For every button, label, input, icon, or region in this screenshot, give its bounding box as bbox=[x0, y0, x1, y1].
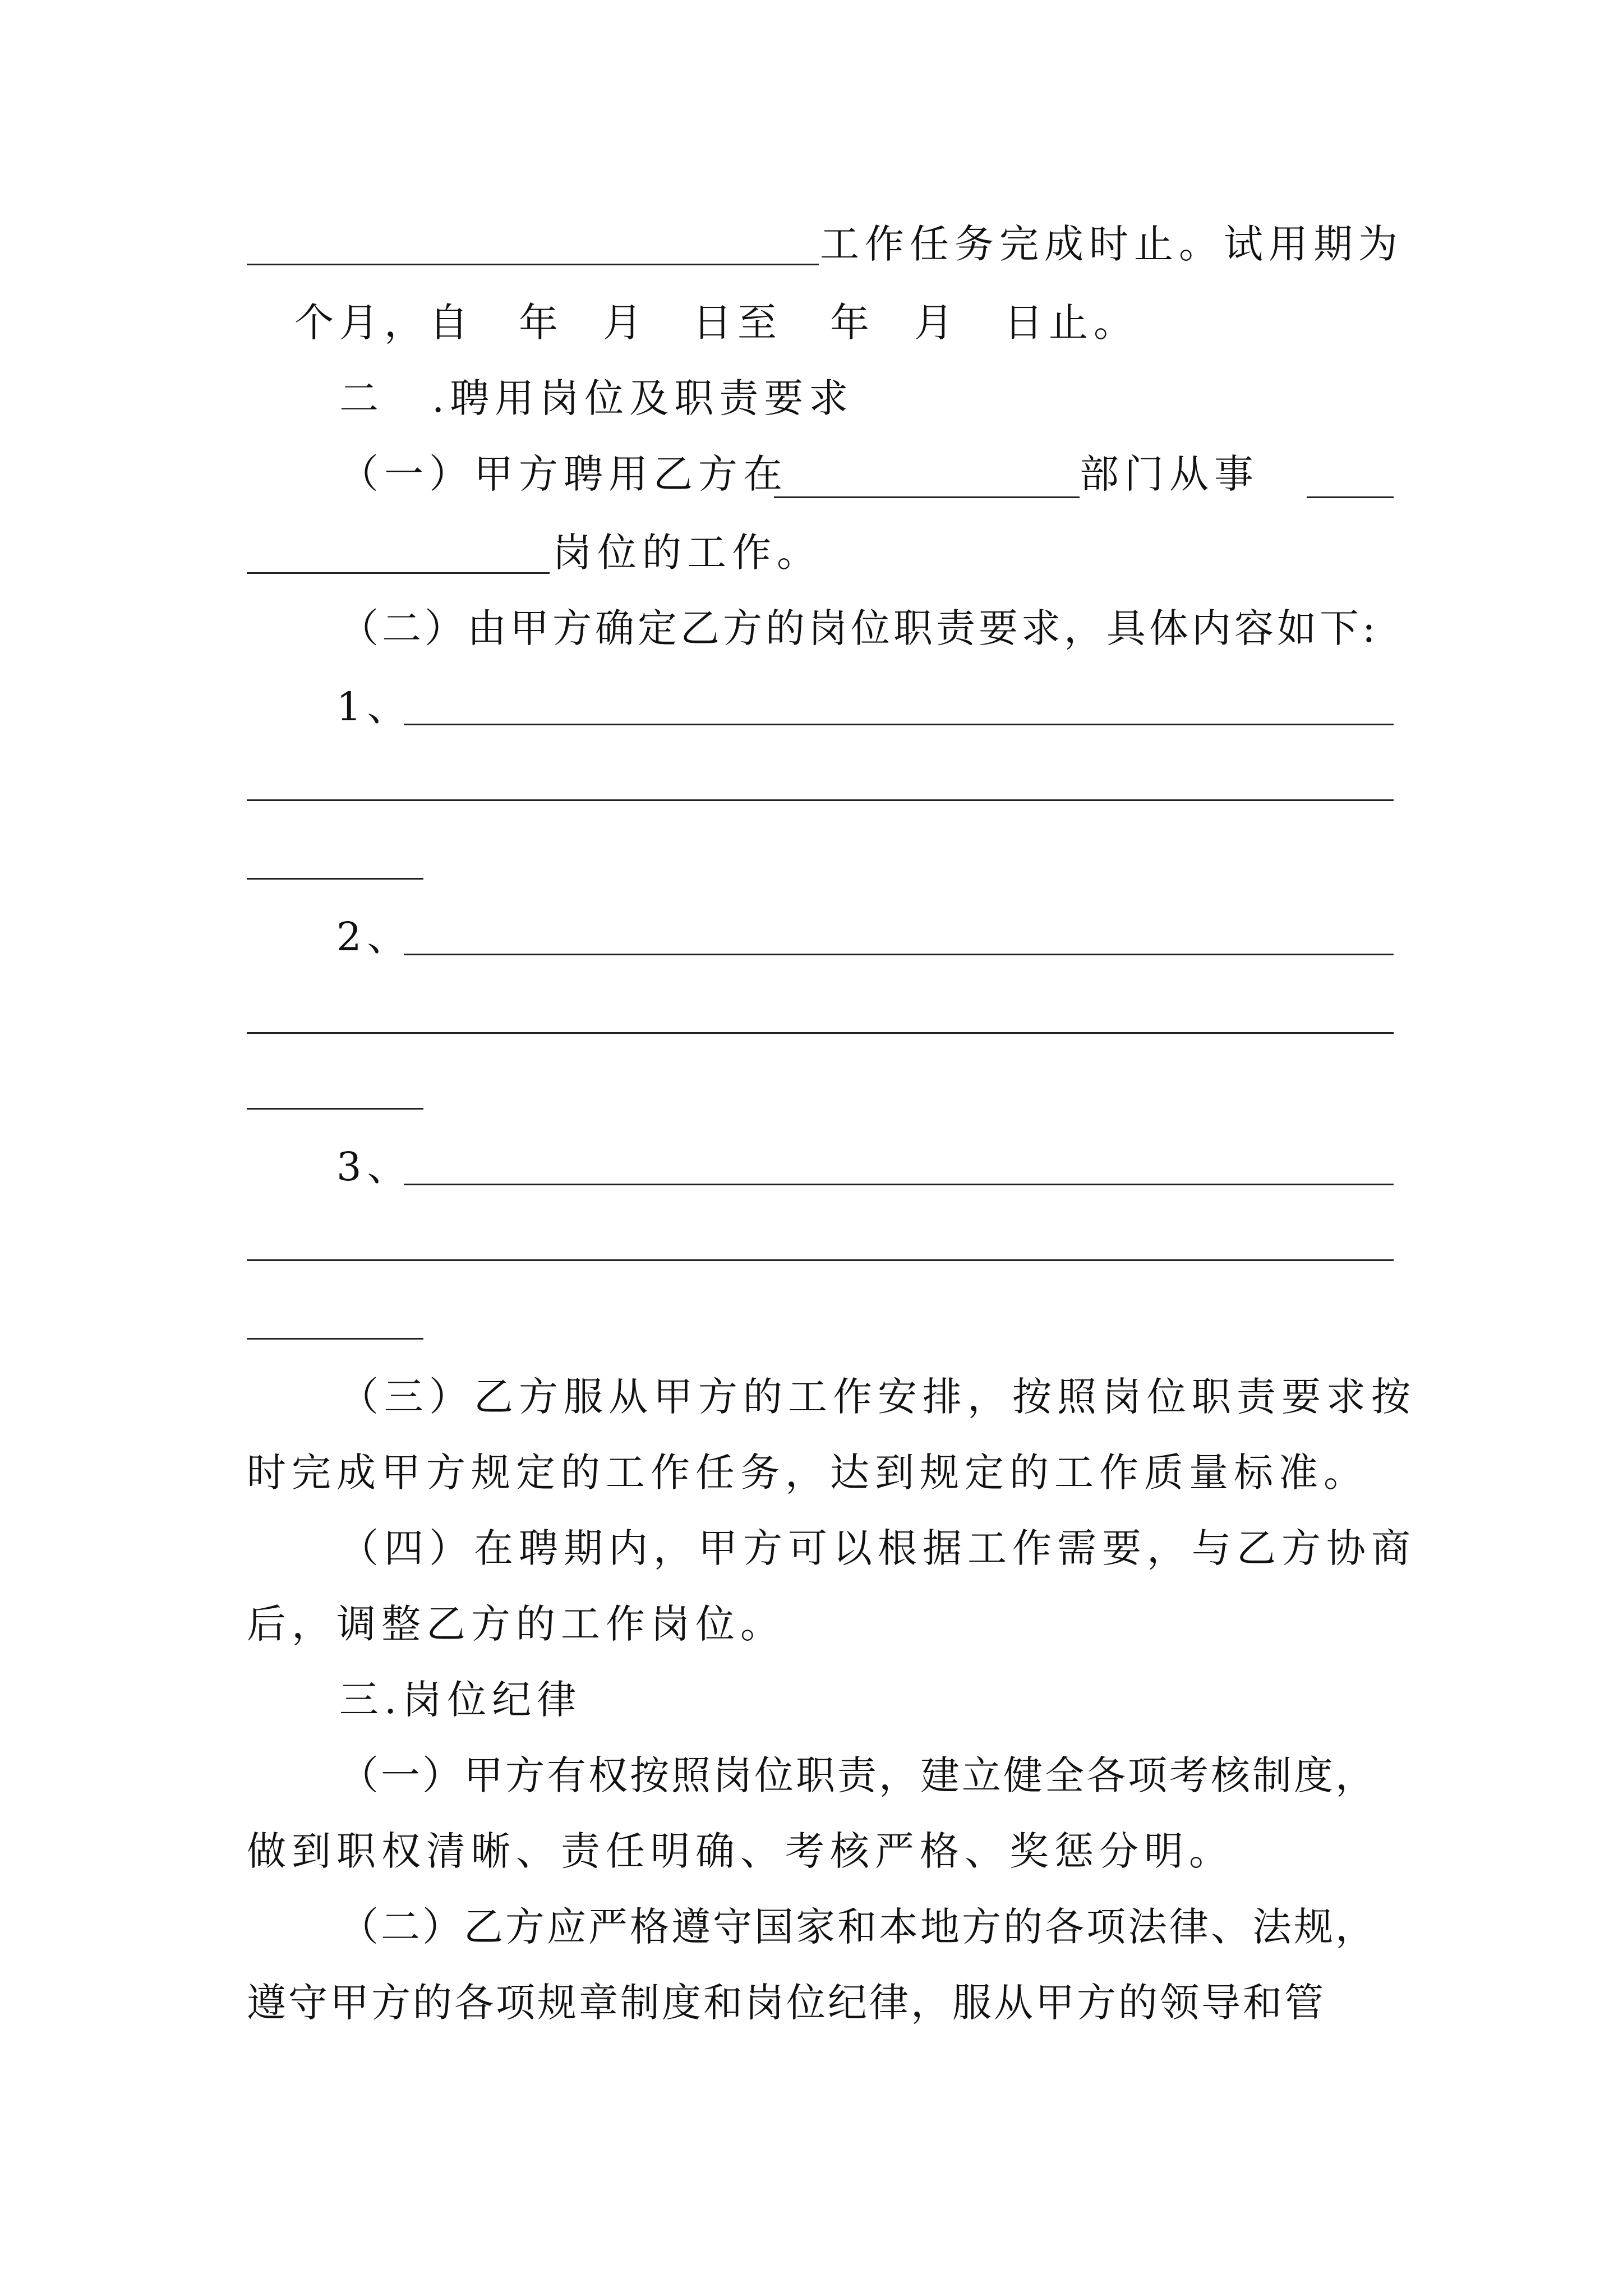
paragraph-line: （一）甲方有权按照岗位职责，建立健全各项考核制度， bbox=[339, 1752, 1377, 1798]
section-heading-number: 二 bbox=[339, 375, 384, 421]
paragraph-line: （三）乙方服从甲方的工作安排，按照岗位职责要求按 bbox=[339, 1374, 1416, 1420]
blank-line bbox=[1307, 496, 1394, 498]
paragraph-line: 时完成甲方规定的工作任务，达到规定的工作质量标准。 bbox=[247, 1450, 1368, 1496]
text-day-to: 日至 bbox=[693, 300, 782, 346]
text-year: 年 bbox=[519, 300, 564, 346]
blank-line bbox=[247, 572, 550, 574]
list-item-number: 1、 bbox=[336, 684, 412, 730]
text-month: 月 bbox=[603, 300, 648, 346]
text-line: 工作任务完成时止。试用期为 bbox=[820, 221, 1403, 267]
blank-line bbox=[247, 264, 819, 265]
blank-line bbox=[774, 496, 1080, 498]
list-item-number: 3、 bbox=[336, 1144, 412, 1190]
text-month: 月 bbox=[914, 300, 959, 346]
blank-line bbox=[247, 1259, 1394, 1261]
paragraph-line: （二）由甲方确定乙方的岗位职责要求，具体内容如下: bbox=[339, 605, 1379, 651]
paragraph-line: 遵守甲方的各项规章制度和岗位纪律，服从甲方的领导和管 bbox=[247, 1980, 1326, 2026]
paragraph-line: （二）乙方应严格遵守国家和本地方的各项法律、法规， bbox=[339, 1904, 1377, 1950]
paragraph-line: 部门从事 bbox=[1080, 451, 1259, 497]
paragraph-line: （一）甲方聘用乙方在 bbox=[339, 451, 788, 497]
section-heading: .聘用岗位及职责要求 bbox=[432, 375, 854, 421]
section-heading: 三.岗位纪律 bbox=[339, 1677, 582, 1723]
blank-line bbox=[404, 954, 1394, 955]
blank-line bbox=[247, 799, 1394, 801]
blank-line bbox=[404, 1184, 1394, 1185]
blank-line bbox=[247, 1108, 423, 1110]
paragraph-line: 后，调整乙方的工作岗位。 bbox=[247, 1601, 785, 1647]
paragraph-line: 做到职权清晰、责任明确、考核严格、奖惩分明。 bbox=[247, 1828, 1234, 1874]
paragraph-line: 岗位的工作。 bbox=[552, 530, 822, 576]
blank-line bbox=[247, 878, 423, 880]
blank-line bbox=[404, 724, 1394, 725]
text-year: 年 bbox=[830, 300, 875, 346]
blank-line bbox=[247, 1032, 1394, 1034]
blank-line bbox=[247, 1338, 423, 1340]
text-trial-months: 个月，自 bbox=[294, 300, 474, 346]
list-item-number: 2、 bbox=[336, 914, 412, 960]
paragraph-line: （四）在聘期内，甲方可以根据工作需要，与乙方协商 bbox=[339, 1525, 1416, 1571]
text-day-end: 日止。 bbox=[1004, 300, 1138, 346]
